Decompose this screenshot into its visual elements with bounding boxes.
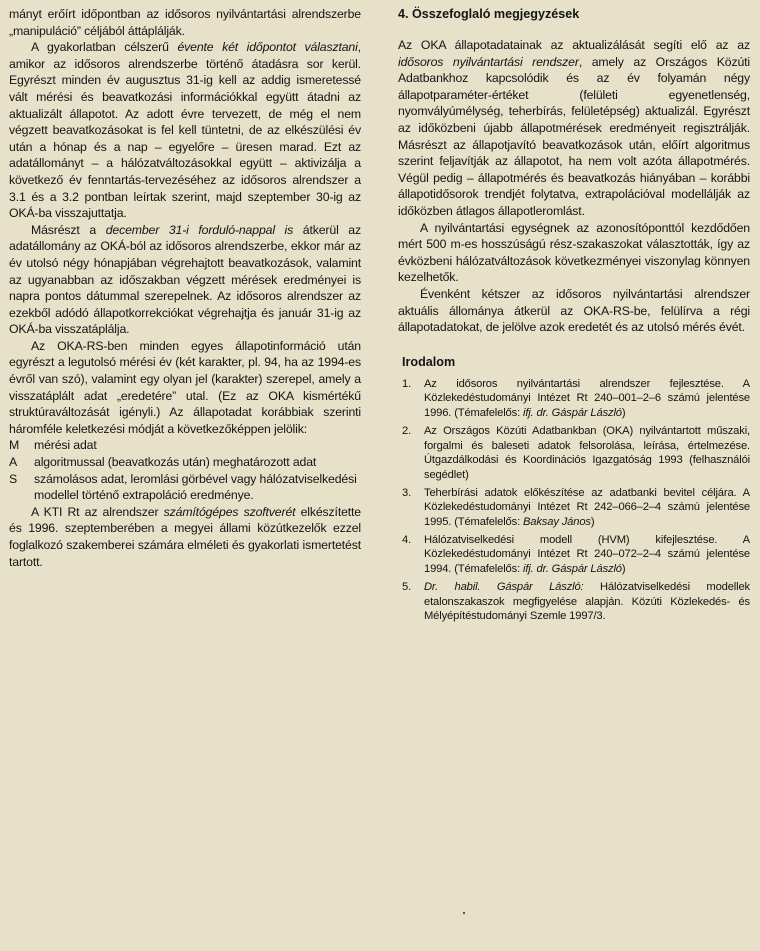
paragraph-continuation: mányt erőírt időpontban az idősoros nyilvántartási alrendszerbe „manipuláció” céljából áttáplálják. [9,7,361,38]
left-column [9,6,361,570]
right-column [398,6,750,627]
list-item [9,471,361,504]
emphasis-system: idősoros nyilvántartási rendszer [398,54,579,69]
reference-text: Hálózatviselkedési modell (HVM) kifejlesztése. A Közlekedéstudományi Intézet Rt 240–072–2–4 számú jelentése 1994. (Témafelelős: ifj. dr. Gáspár László) [424,533,750,576]
origin-code-list [9,437,361,503]
paragraph-december: Másrészt a december 31-i forduló-nappal is átkerül az adatállomány az OKÁ-ból az idősoros alrendszerbe, ekkor már az év utolsó négy hónapjában végrehajtott beavatkozások, valamint az ugyanabban az időszakban végzett mérések eredményei is napra pontos dátummal szerepelnek. Az idősoros alrendszer az ezekből adódó állapotkorrekciókat végrehajtja és január 31-ig az OKÁ-ba visszatáplálja. [9,222,361,337]
list-item [9,454,361,471]
emphasis-two-dates: évente két időpontot választani [177,40,358,55]
references-heading: Irodalom [402,354,456,369]
reference-item [398,377,750,421]
code-key: S [9,471,18,486]
paragraph-two-dates: A gyakorlatban célszerű évente két időpontot választani, amikor az idősoros alrendszerbe történő átadásra sor kerül. Egyrészt minden év augusztus 31-ig kell az addig ismeretessé vált mérési és beavatkozási információkkal együtt átadni az aktualizált állapotot. Az adott évre tervezett, de még el nem végzett beavatkozásokat is fel kell tüntetni, de az elkészülési év után a hónap és a nap – egyelőre – üresen marad. Ezt az adatállományt – a hálózatváltozásokkal együtt – aktivizálja a következő év fenntartás-tervezéséhez az idősoros alrendszer a 3.1 és a 3.2 pontban leírtak szerint, majd szeptember 30-ig az OKÁ-ba visszajuttatja. [9,40,361,221]
code-description: számolásos adat, leromlási görbével vagy hálózatviselkedési modellel történő extrapoláció eredménye. [34,471,357,503]
code-key: M [9,438,20,453]
reference-number: 4. [402,533,412,546]
code-description: algoritmussal (beavatkozás után) meghatározott adat [34,455,317,470]
section-heading: 4. Összefoglaló megjegyzések [398,7,580,21]
reference-text: Az idősoros nyilvántartási alrendszer fejlesztése. A Közlekedéstudományi Intézet Rt 240–001–2–6 számú jelentése 1996. (Témafelelős: ifj. dr. Gáspár László) [424,377,750,420]
stray-mark [463,912,465,914]
reference-item [398,486,750,530]
paragraph-units: A nyilvántartási egységnek az azonosítóponttól kezdődően mért 500 m-es hosszúságú rész-szakaszokat választották, így az évközbeni hálózatváltozások következményei viszonylag könnyen kezelhetők. [398,220,750,285]
reference-text: Teherbírási adatok előkészítése az adatbanki bevitel céljára. A Közlekedéstudományi Intézet Rt 242–066–2–4 számú jelentése 1995. (Témafelelős: Baksay János) [424,486,750,529]
reference-number: 3. [402,486,412,499]
paragraph-software: A KTI Rt az alrendszer számítógépes szoftverét elkészítette és 1996. szeptemberében a megyei állami közútkezelők ezzel foglalkozó szakemberei számára elméleti és gyakorlati ismertetést tartott. [9,504,362,569]
reference-number: 2. [402,424,412,437]
list-item [9,437,361,454]
reference-item [398,533,750,577]
paragraph-oka-rs: Az OKA-RS-ben minden egyes állapotinformáció után egyrészt a legutolsó mérési év (két karakter, pl. 94, ha az 1994-es évről van szó), valamint egy olyan jel (karakter) szerepel, amely a visszatáplált adat „eredetére” utal. (Ez az OKA kismértékű struktúraváltozását igényli.) Az állapotadat korábbiak szerinti háromféle keletkezési módját a következőképpen jelölik: [9,338,361,436]
reference-text: Az Országos Közúti Adatbankban (OKA) nyilvántartott műszaki, forgalmi és baleseti adatok felsorolása, leírása, értelmezése. Útgazdálkodási és Koordinációs Igazgatóság 1993 (felhasználói segédlet) [424,424,750,481]
paragraph-twice-yearly: Évenként kétszer az idősoros nyilvántartási alrendszer aktuális állománya átkerül az OKA-RS-be, felülírva a régi állapotadatokat, de jelölve azok eredetét és az utolsó mérés évét. [398,286,750,335]
reference-item [398,580,750,624]
paragraph-summary: Az OKA állapotadatainak az aktualizálását segíti elő az az idősoros nyilvántartási rendszer, amely az Országos Közúti Adatbankhoz kapcsolódik és az év folyamán négy állapotparaméter-értéket (felületi egyenetlenség, nyomvályúmélység, teherbírás, felületépség) aktualizál. Egyrészt az időközbeni újabb állapotmérések eredményeit regisztrálják. Másrészt az állapotjavító beavatkozások után, előírt algoritmus szerint feljavítják az állapotot, ha nem volt azóta állapotmérés. Végül pedig – állapotmérés és beavatkozás hiányában – korábbi állapotidősorok trendjét folytatva, extrapolációval modellálják az időközben átlagos állapotleromlást. [398,38,750,218]
references-list [398,377,750,624]
code-description: mérési adat [34,438,97,453]
code-key: A [9,455,18,470]
emphasis-software: számítógépes szoftverét [163,504,296,519]
emphasis-december: december 31-i forduló-nappal is [105,222,294,237]
reference-item [398,424,750,483]
reference-number: 5. [402,580,412,593]
reference-number: 1. [402,377,412,390]
reference-text: Dr. habil. Gáspár László: Hálózatviselkedési modellek etalonszakaszok megfigyelése alapján. Közúti Közlekedés- és Mélyépítéstudományi Szemle 1997/3. [424,580,750,623]
